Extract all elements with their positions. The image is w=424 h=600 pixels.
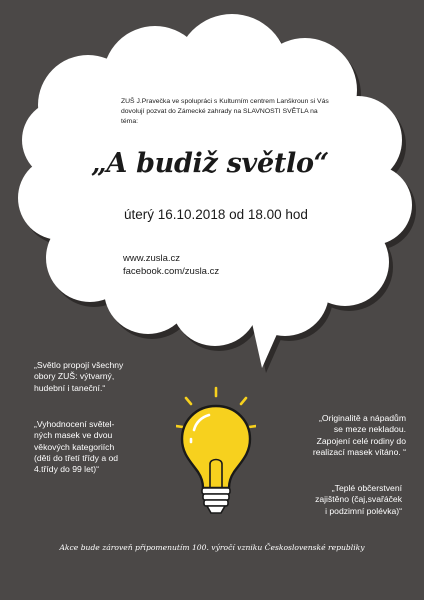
note-line: 4.třídy do 99 let)“ xyxy=(34,464,99,475)
note-line: ných masek ve dvou xyxy=(34,430,113,441)
note-line: „Originalitě a nápadům xyxy=(319,413,406,423)
intro-line-1: ZUŠ J.Pravečka ve spolupráci s Kulturním centrem Lanškroun si Vás xyxy=(121,98,329,105)
note-line: hudební i taneční.“ xyxy=(34,382,106,393)
event-date: úterý 16.10.2018 od 18.00 hod xyxy=(124,207,308,222)
note-line: „Teplé občerstvení xyxy=(331,483,402,493)
note-line: „Vyhodnocení světel- xyxy=(34,419,115,429)
facebook-link[interactable]: facebook.com/zusla.cz xyxy=(123,266,220,278)
event-title: „A budiž světlo“ xyxy=(91,148,329,179)
note-line: věkových kategoriích xyxy=(34,441,115,452)
note-departments xyxy=(34,360,154,394)
intro-text xyxy=(121,97,331,127)
note-line: „Světlo propojí všechny xyxy=(34,360,124,370)
note-line: i podzimní polévka)“ xyxy=(325,505,402,516)
note-line: obory ZUŠ: výtvarný, xyxy=(34,371,115,382)
website-link[interactable]: www.zusla.cz xyxy=(123,253,181,264)
footer-text: Akce bude zároveň připomenutím 100. výročí vzniku Československé republiky xyxy=(59,543,365,552)
note-line: realizací masek vítáno. “ xyxy=(312,447,406,458)
note-line: (děti do třetí třídy a od xyxy=(34,453,119,464)
note-line: Zapojení celé rodiny do xyxy=(316,435,406,446)
note-originality xyxy=(282,413,406,458)
note-mask-evaluation xyxy=(34,419,154,476)
note-line: zajištěno (čaj,svařáček xyxy=(315,494,402,505)
note-line: se meze nekladou. xyxy=(333,424,406,435)
light-bulb-icon xyxy=(176,382,256,532)
intro-line-2: dovolují pozvat do Zámecké zahrady na SLAVNOSTI SVĚTLA na téma: xyxy=(121,107,318,125)
note-refreshments xyxy=(282,483,402,517)
links-block xyxy=(123,252,219,279)
